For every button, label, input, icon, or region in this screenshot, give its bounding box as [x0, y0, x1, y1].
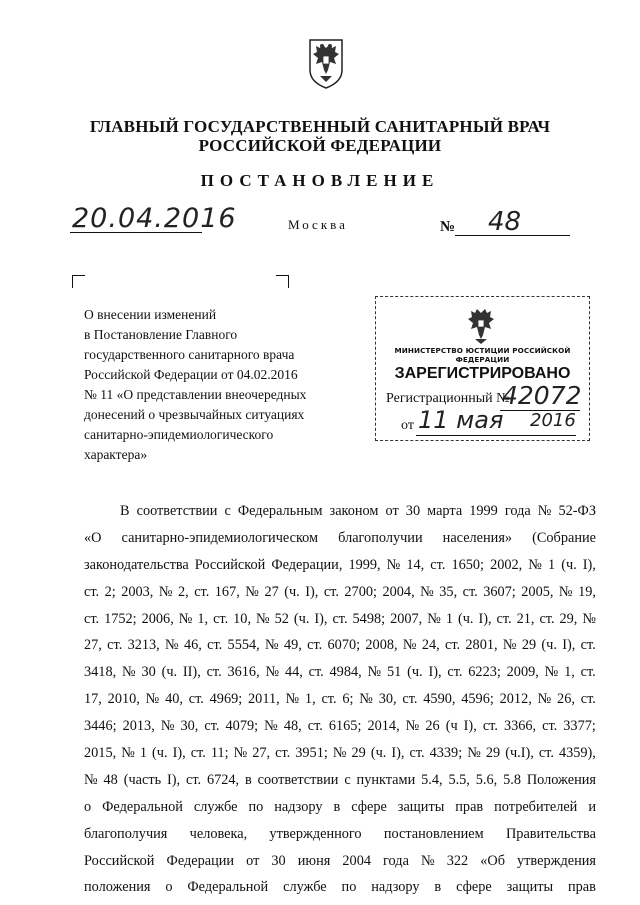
subject-line: донесений о чрезвычайных ситуациях: [84, 407, 305, 422]
stamp-ministry: МИНИСТЕРСТВО ЮСТИЦИИ РОССИЙСКОЙ ФЕДЕРАЦИИ: [394, 346, 571, 364]
stamp-emblem-icon: [460, 305, 502, 345]
body-line: В соответствии с Федеральным законом от 30 марта 1999 года № 52-ФЗ: [120, 503, 596, 519]
number-label: №: [440, 219, 456, 235]
subject-line: Российской Федерации от 04.02.2016: [84, 367, 298, 382]
document-date: 20.04.2016: [72, 203, 237, 234]
stamp-reg-number: 42072: [502, 381, 582, 410]
stamp-registered: ЗАРЕГИСТРИРОВАНО: [394, 365, 571, 382]
body-line: 3446; 2013, № 30, ст. 4079; № 48, ст. 6165; 2014, № 26 (ч I), ст. 3366, ст. 3377;: [84, 718, 596, 735]
subject-line: характера»: [84, 447, 148, 462]
body-line: 17, 2010, № 40, ст. 4969; 2011, № 1, ст. 6; № 30, ст. 4590, 4596; 2012, № 26, ст.: [84, 691, 596, 708]
date-underline: [70, 232, 202, 233]
issuer-title-line1: ГЛАВНЫЙ ГОСУДАРСТВЕННЫЙ САНИТАРНЫЙ ВРАЧ: [89, 117, 551, 136]
subject-line: в Постановление Главного: [84, 327, 238, 342]
number-underline: [455, 235, 570, 236]
body-line: ст. 2; 2003, № 2, ст. 167, № 27 (ч. I), ст. 2700; 2004, № 35, ст. 3607; 2005, № 19,: [84, 583, 596, 600]
issuer-title-line2: РОССИЙСКОЙ ФЕДЕРАЦИИ: [198, 136, 442, 155]
subject-block: [84, 305, 344, 465]
body-line: 2015, № 1 (ч. I), ст. 11; № 27, ст. 3951; № 29 (ч. I), ст. 4339; № 29 (ч.I), ст. 4359),: [84, 745, 596, 762]
body-line: 3418, № 30 (ч. II), ст. 3616, № 44, ст. 4984, № 51 (ч. I), ст. 6223; 2009, № 1, ст.: [84, 664, 596, 681]
city: Москва: [288, 217, 348, 232]
body-line: о Федеральной службе по надзору в сфере защиты прав потребителей и: [84, 798, 596, 815]
body-line: законодательства Российской Федерации, 1999, № 14, ст. 1650; 2002, № 1 (ч. I),: [84, 556, 596, 573]
stamp-reg-date: 11 мая: [418, 406, 504, 434]
body-line: 27, ст. 3213, № 46, ст. 5554, № 49, ст. 6070; 2008, № 24, ст. 2801, № 29 (ч. I), ст.: [84, 637, 596, 654]
body-line: Российской Федерации от 30 июня 2004 года № 322 «Об утверждения: [84, 852, 596, 869]
subject-line: государственного санитарного врача: [84, 347, 295, 362]
body-line: № 48 (часть I), ст. 6724, в соответствии с пунктами 5.4, 5.5, 5.6, 5.8 Положения: [84, 771, 596, 788]
subject-line: санитарно-эпидемиологического: [84, 427, 274, 442]
body-line: благополучия человека, утвержденного постановлением Правительства: [84, 825, 596, 842]
document-number: 48: [488, 207, 522, 237]
body-text: [84, 498, 596, 901]
stamp-reg-number-label: Регистрационный №: [386, 391, 510, 406]
reg-date-underline: [416, 435, 576, 436]
stamp-reg-year: 2016: [530, 410, 576, 431]
stamp-reg-date-label: от: [401, 418, 414, 433]
body-line: «О санитарно-эпидемиологическом благополучии населения» (Собрание: [84, 529, 596, 546]
document-type-title: ПОСТАНОВЛЕНИЕ: [200, 171, 440, 190]
body-line: положения о Федеральной службе по надзору в сфере защиты прав: [84, 879, 596, 896]
subject-corner-right: [276, 275, 289, 288]
subject-line: О внесении изменений: [84, 307, 217, 322]
coat-of-arms-emblem: [300, 34, 352, 90]
subject-line: № 11 «О представлении внеочередных: [84, 387, 307, 402]
subject-corner-left: [72, 275, 85, 288]
body-line: ст. 1752; 2006, № 1, ст. 10, № 52 (ч. I), ст. 5498; 2007, № 1 (ч. I), ст. 21, ст. 29, №: [84, 610, 596, 627]
